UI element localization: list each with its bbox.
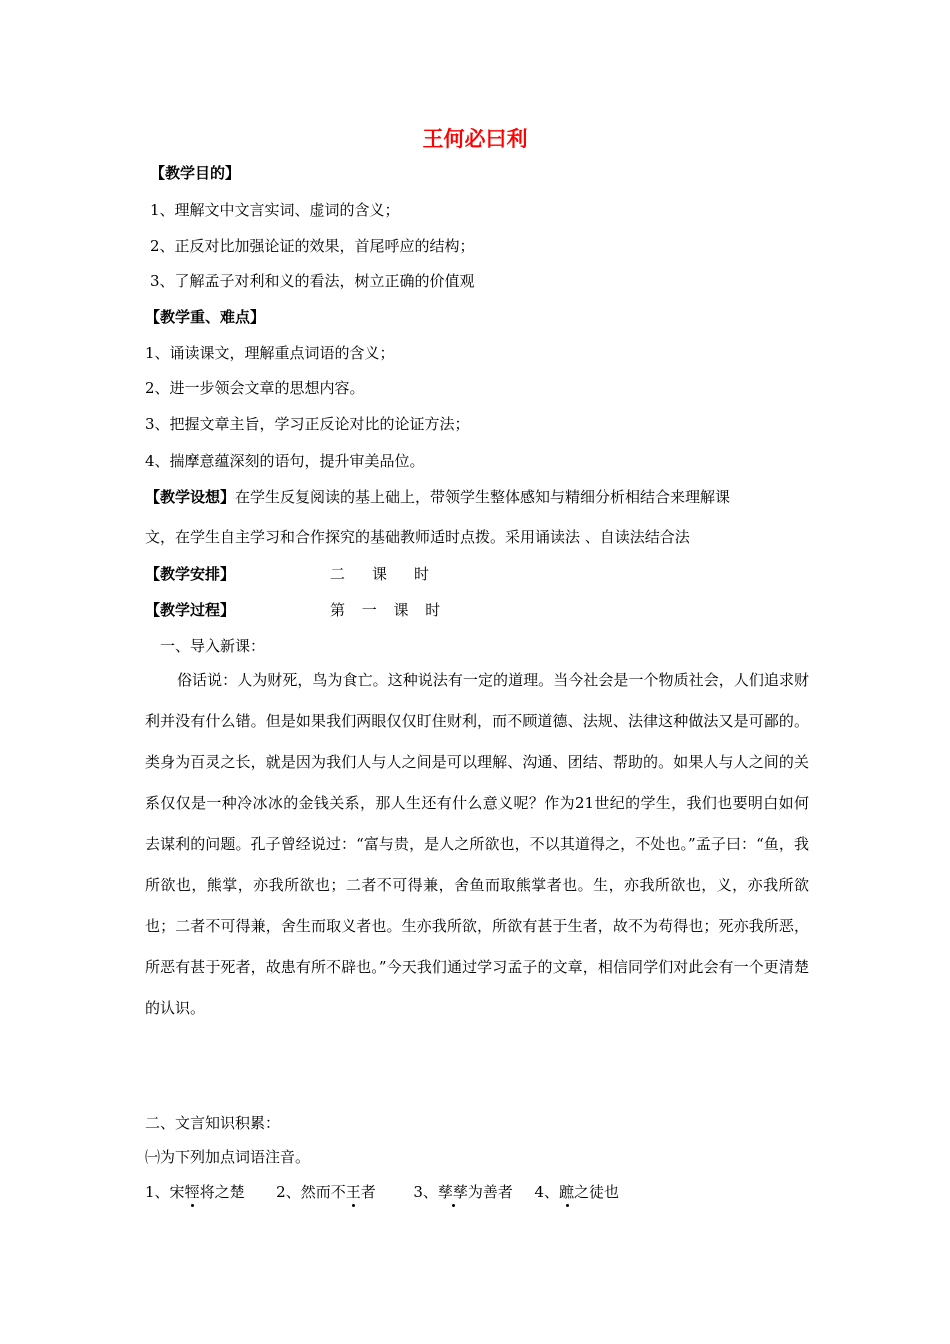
process-heading: 【教学过程】: [145, 601, 236, 619]
section1-heading: 一、导入新课：: [160, 637, 266, 655]
section2-subheading: ㈠为下列加点词语注音。: [145, 1148, 311, 1166]
dotted-char: 牼: [184, 1183, 200, 1201]
keypoint-item: 3、把握文章主旨，学习正反论对比的论证方法；: [145, 415, 470, 433]
dotted-char: 孳孳: [437, 1183, 468, 1201]
design-line-1: [145, 487, 730, 507]
dotted-char: 蹠: [559, 1183, 575, 1201]
intro-paragraph: 俗话说：人为财死，鸟为食亡。这种说法有一定的道理。当今社会是一个物质社会，人们追求财利并没有什么错。但是如果我们两眼仅仅盯住财利，而不顾道德、法规、法律这种做法又是可鄙的。 类身为百灵之长，就是因为我们人与人之间是可以理解、沟通、团结、帮助的。如果人与人之间的关系仅仅是一种冷冰冰的金钱关系，那人生还有什么意义呢？作为21世纪的学生，我们也要明白如何去谋利的问题。孔子曾经说过：“富与贵，是人之所欲也，不以其道得之，不处也。”孟子曰：“鱼，我所欲也，熊掌，亦我所欲也；二者不可得兼，舍鱼而取熊掌者也。生，亦我所欲也，义，亦我所欲也；二者不可得兼，舍生而取义者也。生亦我所欲，所欲有甚于生者，故不为苟得也；死亦我所恶，所恶有甚于死者，故患有所不辟也。”今天我们通过学习孟子的文章，相信同学们对此会有一个更清楚的认识。: [145, 671, 809, 1017]
list-item: 2、然而不王者: [276, 1183, 376, 1201]
keypoint-item: 2、进一步领会文章的思想内容。: [145, 379, 365, 397]
keypoint-item: 4、揣摩意蕴深刻的语句，提升审美品位。: [145, 452, 425, 470]
objectives-heading: 【教学目的】: [150, 164, 241, 182]
objective-item: 1、理解文中文言实词、虚词的含义；: [150, 201, 400, 219]
objective-item: 2、正反对比加强论证的效果，首尾呼应的结构；: [150, 237, 475, 255]
process-value: 第 一 课 时: [330, 601, 447, 619]
objective-item: 3、了解孟子对利和义的看法，树立正确的价值观: [150, 272, 475, 290]
schedule-heading: 【教学安排】: [145, 565, 236, 583]
list-item: 3、孳孳为善者: [413, 1183, 513, 1201]
section2-heading: 二、文言知识积累：: [145, 1114, 281, 1132]
design-text: 在学生反复阅读的基上础上，带领学生整体感知与精细分析相结合来理解课: [235, 488, 731, 506]
design-line-2: 文，在学生自主学习和合作探究的基础教师适时点拨。采用诵读法 、自读法结合法: [145, 528, 690, 546]
schedule-value: 二 课 时: [330, 565, 436, 583]
keypoints-heading: 【教学重、难点】: [145, 308, 266, 326]
keypoint-item: 1、诵读课文，理解重点词语的含义；: [145, 344, 395, 362]
page-title: 王何必曰利: [422, 127, 528, 151]
dotted-char: 王: [345, 1183, 361, 1201]
pronunciation-items: [145, 1182, 619, 1202]
design-heading: 【教学设想】: [145, 488, 236, 506]
list-item: 1、宋牼将之楚: [145, 1183, 245, 1201]
list-item: 4、蹠之徒也: [534, 1183, 620, 1201]
